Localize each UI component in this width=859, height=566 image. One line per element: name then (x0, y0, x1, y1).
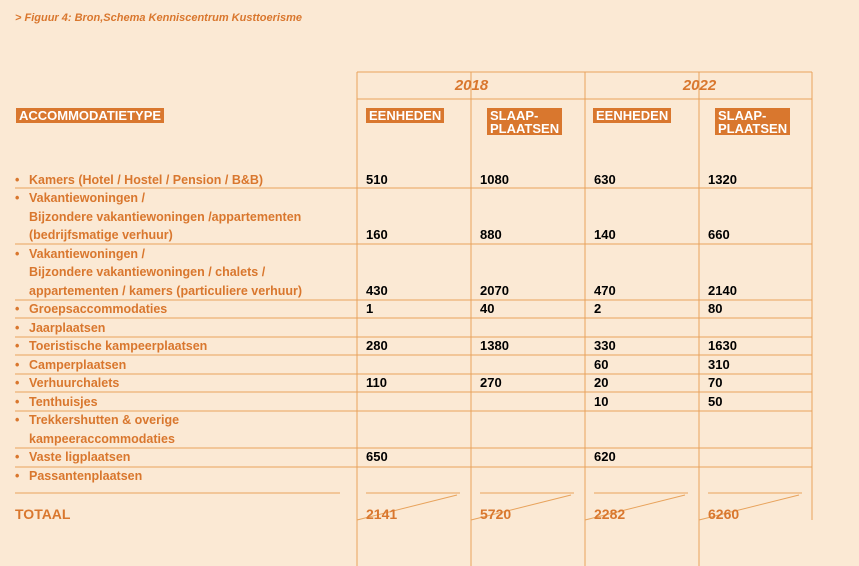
row-label (15, 300, 355, 319)
row-label (15, 337, 355, 356)
table-cell: 50 (708, 393, 723, 409)
row-label-text: Jaarplaatsen (29, 320, 106, 335)
row-label-continuation: (bedrijfsmatige verhuur) (29, 228, 173, 242)
table-cell: 10 (594, 393, 609, 409)
row-label-text: Verhuurchalets (29, 376, 120, 390)
table-cell: 40 (480, 301, 495, 316)
bullet-icon: • (15, 376, 20, 390)
table-cell: 1380 (480, 338, 509, 353)
table-cell: 60 (594, 356, 609, 372)
table-cell: 330 (594, 338, 616, 353)
total-label: TOTAAL (15, 506, 71, 522)
row-label-text: Toeristische kampeerplaatsen (29, 339, 208, 353)
bullet-icon: • (15, 413, 20, 427)
row-label-text: Trekkershutten & overige (29, 413, 180, 427)
table-cell: 270 (480, 375, 502, 390)
row-label (15, 245, 355, 301)
total-units-2022: 2282 (594, 506, 626, 522)
bullet-icon: • (15, 191, 20, 205)
beds-header-2018: SLAAP- PLAATSEN (487, 108, 562, 135)
row-label-continuation: Bijzondere vakantiewoningen /appartementen (29, 209, 302, 224)
table-cell: 2070 (480, 282, 509, 298)
row-label-text: Vakantiewoningen / (29, 246, 145, 261)
row-label (15, 393, 355, 412)
row-label-text: Kamers (Hotel / Hostel / Pension / B&B) (29, 172, 264, 187)
bullet-icon: • (15, 357, 20, 372)
row-label (15, 467, 355, 486)
row-label-continuation: appartementen / kamers (particuliere verhuur) (29, 283, 303, 298)
table-cell: 80 (708, 301, 723, 316)
row-label-text: Camperplaatsen (29, 357, 127, 372)
table-cell: 1080 (480, 171, 509, 187)
row-label (15, 411, 355, 448)
table-cell: 140 (594, 227, 616, 242)
units-header-2018: EENHEDEN (366, 108, 444, 123)
table-cell: 1630 (708, 338, 737, 353)
total-units-2018: 2141 (366, 506, 398, 522)
bullet-icon: • (15, 394, 20, 409)
total-beds-2018: 5720 (480, 506, 512, 522)
row-label (15, 448, 355, 467)
row-label-text: Groepsaccommodaties (29, 302, 168, 316)
bullet-icon: • (15, 320, 20, 335)
table-cell: 280 (366, 338, 388, 353)
table-cell: 2 (594, 301, 602, 316)
bullet-icon: • (15, 450, 20, 464)
table-cell: 160 (366, 227, 388, 242)
bullet-icon: • (15, 302, 20, 316)
table-cell: 70 (708, 375, 723, 390)
row-label-text: Vaste ligplaatsen (29, 450, 131, 464)
total-beds-2022: 6260 (708, 506, 740, 522)
beds-header-2022: SLAAP- PLAATSEN (715, 108, 790, 135)
table-cell: 510 (366, 171, 388, 187)
table-cell: 110 (366, 375, 387, 390)
year-2022-header: 2022 (682, 77, 717, 94)
row-label (15, 171, 355, 190)
bullet-icon: • (15, 172, 20, 187)
table-cell: 880 (480, 227, 502, 242)
table-cell: 430 (366, 282, 388, 298)
row-label (15, 356, 355, 375)
table-cell: 650 (366, 449, 388, 464)
table-cell: 310 (708, 356, 730, 372)
row-label-text: Passantenplaatsen (29, 468, 143, 483)
table-cell: 2140 (708, 282, 737, 298)
row-label (15, 189, 355, 245)
table-cell: 470 (594, 282, 616, 298)
row-label-continuation: kampeeraccommodaties (29, 431, 175, 446)
table-cell: 630 (594, 171, 616, 187)
row-label (15, 319, 355, 338)
table-cell: 620 (594, 449, 616, 464)
bullet-icon: • (15, 468, 20, 483)
table-cell: 20 (594, 375, 609, 390)
bullet-icon: • (15, 339, 20, 353)
table-cell: 660 (708, 227, 730, 242)
units-header-2022: EENHEDEN (593, 108, 671, 123)
row-label-text: Vakantiewoningen / (29, 191, 145, 205)
figure-caption: > Figuur 4: Bron,Schema Kenniscentrum Kusttoerisme (15, 12, 302, 24)
row-label (15, 374, 355, 393)
table-cell: 1320 (708, 171, 737, 187)
accommodation-type-header: ACCOMMODATIETYPE (16, 108, 164, 123)
row-label-continuation: Bijzondere vakantiewoningen / chalets / (29, 265, 266, 279)
year-2018-header: 2018 (454, 77, 489, 94)
row-label-text: Tenthuisjes (29, 394, 98, 409)
bullet-icon: • (15, 246, 20, 261)
table-cell: 1 (366, 301, 374, 316)
